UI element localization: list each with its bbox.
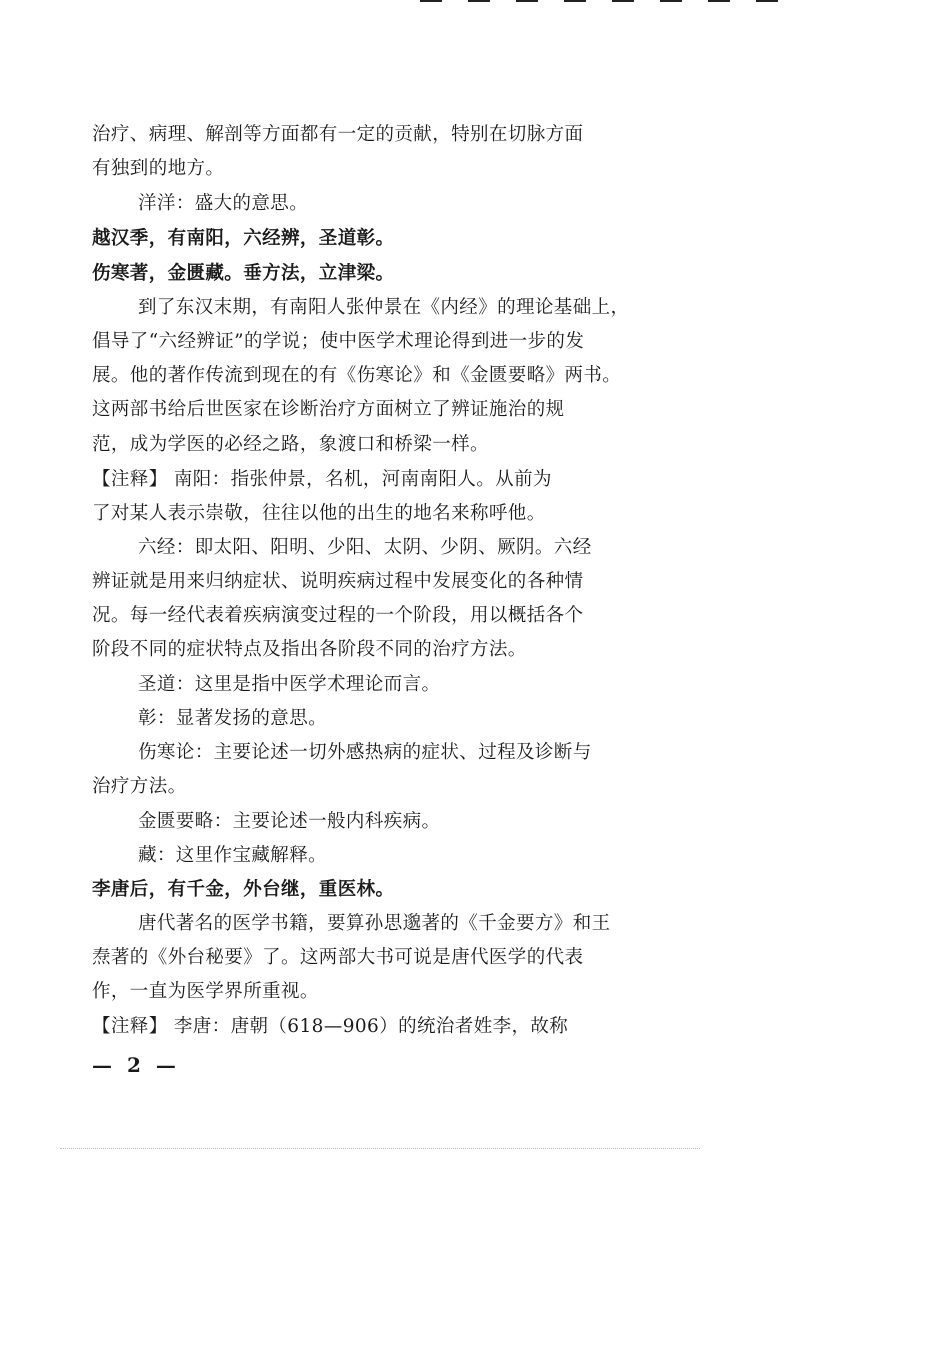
note-line: 辨证就是用来归纳症状、说明疾病过程中发展变化的各种情 [92, 571, 584, 592]
text-line: 有独到的地方。 [92, 158, 225, 179]
note-line: 了对某人表示崇敬，往往以他的出生的地名来称呼他。 [92, 503, 546, 524]
text-line: 倡导了“六经辨证”的学说；使中医学术理论得到进一步的发 [92, 331, 585, 352]
text-line: 焘著的《外台秘要》了。这两部大书可说是唐代医学的代表 [92, 947, 584, 968]
note-line: 藏：这里作宝藏解释。 [138, 845, 328, 866]
text-line: 唐代著名的医学书籍，要算孙思邈著的《千金要方》和王 [138, 913, 611, 934]
note-line: 阶段不同的症状特点及指出各阶段不同的治疗方法。 [92, 639, 527, 660]
note-line: 六经：即太阳、阳明、少阳、太阴、少阴、厥阴。六经 [138, 537, 592, 558]
verse-line: 伤寒著，金匮藏。垂方法，立津梁。 [92, 263, 395, 284]
text-line: 作，一直为医学界所重视。 [92, 981, 319, 1002]
text-line: 范，成为学医的必经之路，象渡口和桥梁一样。 [92, 434, 489, 455]
verse-line: 李唐后，有千金，外台继，重医林。 [92, 879, 395, 900]
text-line: 洋洋：盛大的意思。 [138, 193, 309, 214]
verse-line: 越汉季，有南阳，六经辨，圣道彰。 [92, 228, 395, 249]
scan-artifact [60, 1148, 700, 1153]
note-line: 【注释】 李唐：唐朝（618—906）的统治者姓李，故称 [92, 1016, 569, 1037]
note-line: 治疗方法。 [92, 776, 187, 797]
note-line: 况。每一经代表着疾病演变过程的一个阶段，用以概括各个 [92, 605, 584, 626]
header-rule [420, 0, 770, 10]
text-line: 到了东汉末期，有南阳人张仲景在《内经》的理论基础上， [138, 297, 630, 318]
note-line: 圣道：这里是指中医学术理论而言。 [138, 674, 441, 695]
note-line: 【注释】 南阳：指张仲景，名机，河南南阳人。从前为 [92, 469, 552, 490]
text-line: 展。他的著作传流到现在的有《伤寒论》和《金匮要略》两书。 [92, 365, 622, 386]
page-number: — 2 — [92, 1053, 180, 1077]
note-line: 伤寒论：主要论述一切外感热病的症状、过程及诊断与 [138, 742, 592, 763]
text-line: 治疗、病理、解剖等方面都有一定的贡献，特别在切脉方面 [92, 124, 584, 145]
text-line: 这两部书给后世医家在诊断治疗方面树立了辨证施治的规 [92, 399, 565, 420]
note-line: 彰：显著发扬的意思。 [138, 708, 328, 729]
note-line: 金匮要略：主要论述一般内科疾病。 [138, 811, 441, 832]
